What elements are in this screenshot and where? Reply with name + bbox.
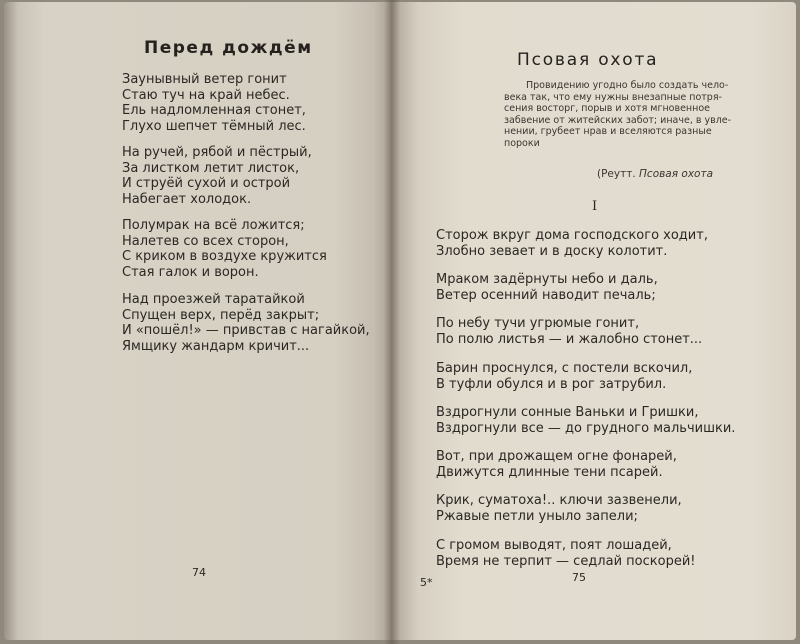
poem-line: Стаю туч на край небес. xyxy=(122,87,290,103)
poem-line: Вздрогнули все — до грудного мальчишки. xyxy=(436,420,736,436)
poem-line: Ямщику жандарм кричит... xyxy=(122,338,310,354)
poem-title: Перед дождём xyxy=(144,38,313,58)
epigraph xyxy=(504,80,774,149)
poem-line: Мраком задёрнуты небо и даль, xyxy=(436,272,658,287)
stanza xyxy=(436,493,682,524)
stanza xyxy=(436,361,692,392)
poem-line: Заунывный ветер гонит xyxy=(122,72,287,87)
poem-line: По небу тучи угрюмые гонит, xyxy=(436,316,640,331)
stanza xyxy=(436,272,658,303)
epigraph-line: забвение от житейских забот; иначе, в увле- xyxy=(504,114,732,126)
stanza xyxy=(122,145,312,207)
poem-line: Крик, суматоха!.. ключи зазвенели, xyxy=(436,493,682,508)
poem-line: Стая галок и ворон. xyxy=(122,264,259,280)
right-page xyxy=(392,2,796,640)
poem-line: На ручей, рябой и пёстрый, xyxy=(122,145,312,160)
attribution-work: Псовая охота xyxy=(639,168,714,180)
page-number: 74 xyxy=(192,566,206,579)
left-page xyxy=(4,2,392,640)
section-number: I xyxy=(592,199,598,214)
poem-line: Глухо шепчет тёмный лес. xyxy=(122,118,306,134)
stanza xyxy=(436,449,677,480)
stanza xyxy=(122,292,370,354)
poem-line: Ветер осенний наводит печаль; xyxy=(436,287,656,303)
poem-line: Время не терпит — седлай поскорей! xyxy=(436,553,696,569)
poem-line: Ель надломленная стонет, xyxy=(122,103,306,118)
poem-line: С криком в воздухе кружится xyxy=(122,249,327,264)
attribution-author: (Реутт. xyxy=(597,168,636,180)
poem-line: В туфли обулся и в рог затрубил. xyxy=(436,376,667,392)
poem-line: Вот, при дрожащем огне фонарей, xyxy=(436,449,677,464)
epigraph-line: века так, что ему нужны внезапные потря- xyxy=(504,91,722,103)
epigraph-line: сения восторг, порыв и хотя мгновенное xyxy=(504,103,711,114)
poem-line: И «пошёл!» — привстав с нагайкой, xyxy=(122,323,370,338)
poem-line: С громом выводят, поят лошадей, xyxy=(436,538,672,553)
book-gutter xyxy=(384,0,400,644)
epigraph-line: пороки xyxy=(504,137,540,149)
epigraph-line: нении, грубеет нрав и вселяются разные xyxy=(504,126,712,137)
poem-line: За листком летит листок, xyxy=(122,160,300,176)
poem-line: Спущен верх, перёд закрыт; xyxy=(122,307,320,323)
poem-line: Набегает холодок. xyxy=(122,191,252,207)
poem-line: Барин проснулся, с постели вскочил, xyxy=(436,361,693,376)
epigraph-attribution xyxy=(597,168,713,180)
page-number: 75 xyxy=(572,571,586,584)
poem-line: Злобно зевает и в доску колотит. xyxy=(436,243,668,259)
stanza xyxy=(436,228,708,259)
stanza xyxy=(436,405,735,436)
signature-mark: 5* xyxy=(420,576,433,589)
poem-line: Полумрак на всё ложится; xyxy=(122,218,305,233)
poem-line: Налетев со всех сторон, xyxy=(122,233,289,249)
poem-line: Движутся длинные тени псарей. xyxy=(436,464,663,480)
poem-line: Вздрогнули сонные Ваньки и Гришки, xyxy=(436,405,699,420)
stanza xyxy=(436,316,702,347)
poem-title: Псовая охота xyxy=(517,50,659,70)
poem-line: Над проезжей таратайкой xyxy=(122,292,305,307)
stanza xyxy=(122,72,306,134)
epigraph-line: Провидению угодно было создать чело- xyxy=(526,80,729,91)
poem-line: И струёй сухой и острой xyxy=(122,176,291,191)
poem-line: Сторож вкруг дома господского ходит, xyxy=(436,228,708,243)
poem-line: Ржавые петли уныло запели; xyxy=(436,508,638,524)
stanza xyxy=(436,538,695,569)
poem-line: По полю листья — и жалобно стонет... xyxy=(436,331,703,347)
stanza xyxy=(122,218,327,280)
